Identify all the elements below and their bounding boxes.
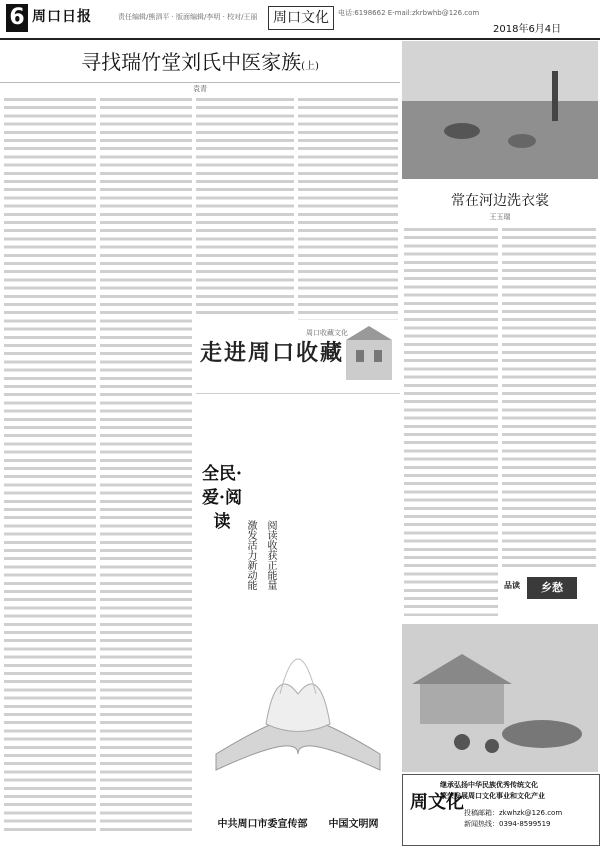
banner-small-text: 周口收藏文化 [306, 329, 348, 337]
ad-title: 全民·爱·阅读 [202, 464, 242, 532]
article-column-1 [4, 96, 96, 833]
river-photo [402, 41, 598, 179]
article-column-3 [196, 96, 294, 316]
river-photo-image [402, 41, 598, 179]
ad-slogan-left: 激发活力新动能 [245, 520, 256, 590]
essay-title: 常在河边洗衣裳 [451, 193, 549, 209]
essay-column-1 [404, 226, 498, 616]
editor-meta: 责任编辑/熊泗平 · 版面编辑/李明 · 校对/王丽 [118, 13, 258, 21]
issue-date: 2018年6月4日 [493, 24, 562, 35]
section-title: 周口文化 [268, 6, 334, 30]
village-photo-image [402, 624, 598, 772]
article-column-2 [100, 96, 192, 833]
article-column-4 [298, 96, 398, 320]
essay-author: 王玉瑞 [489, 213, 511, 221]
book-illustration [196, 394, 400, 834]
footer-phone: 新闻热线：0394-8599519 [464, 820, 551, 828]
column-tag: 乡愁 [527, 577, 577, 599]
footer-slogan-2: 繁荣发展周口文化事业和文化产业 [440, 792, 545, 800]
ad-footer [196, 815, 400, 830]
footer-slogan-1: 继承弘扬中华民族优秀传统文化 [440, 781, 538, 789]
footer-logo: 周文化 [410, 792, 464, 813]
ad-footer-left: 中共周口市委宣传部 [217, 819, 308, 830]
contact-meta: 电话:6198662 E-mail:zkrbwhb@126.com [338, 9, 480, 17]
collection-banner [196, 322, 396, 384]
article-title-part: (上) [301, 61, 319, 72]
article-title [0, 40, 400, 83]
ad-footer-right: 中国文明网 [328, 819, 379, 830]
essay-column-2 [502, 226, 596, 572]
footer-email: 投稿邮箱：zkwhzk@126.com [464, 809, 563, 817]
paper-name: 周口日报 [32, 9, 92, 25]
village-photo [402, 624, 598, 772]
article-author: 袁青 [193, 85, 207, 93]
banner-calligraphy: 走进周口收藏 [200, 340, 345, 366]
column-tag-label: 品读 [504, 581, 520, 590]
page-number: 6 [6, 4, 28, 32]
article-title-text: 寻找瑞竹堂刘氏中医家族 [81, 50, 302, 74]
ad-slogan-right: 阅读收获正能量 [265, 520, 276, 590]
reading-ad [196, 393, 400, 834]
